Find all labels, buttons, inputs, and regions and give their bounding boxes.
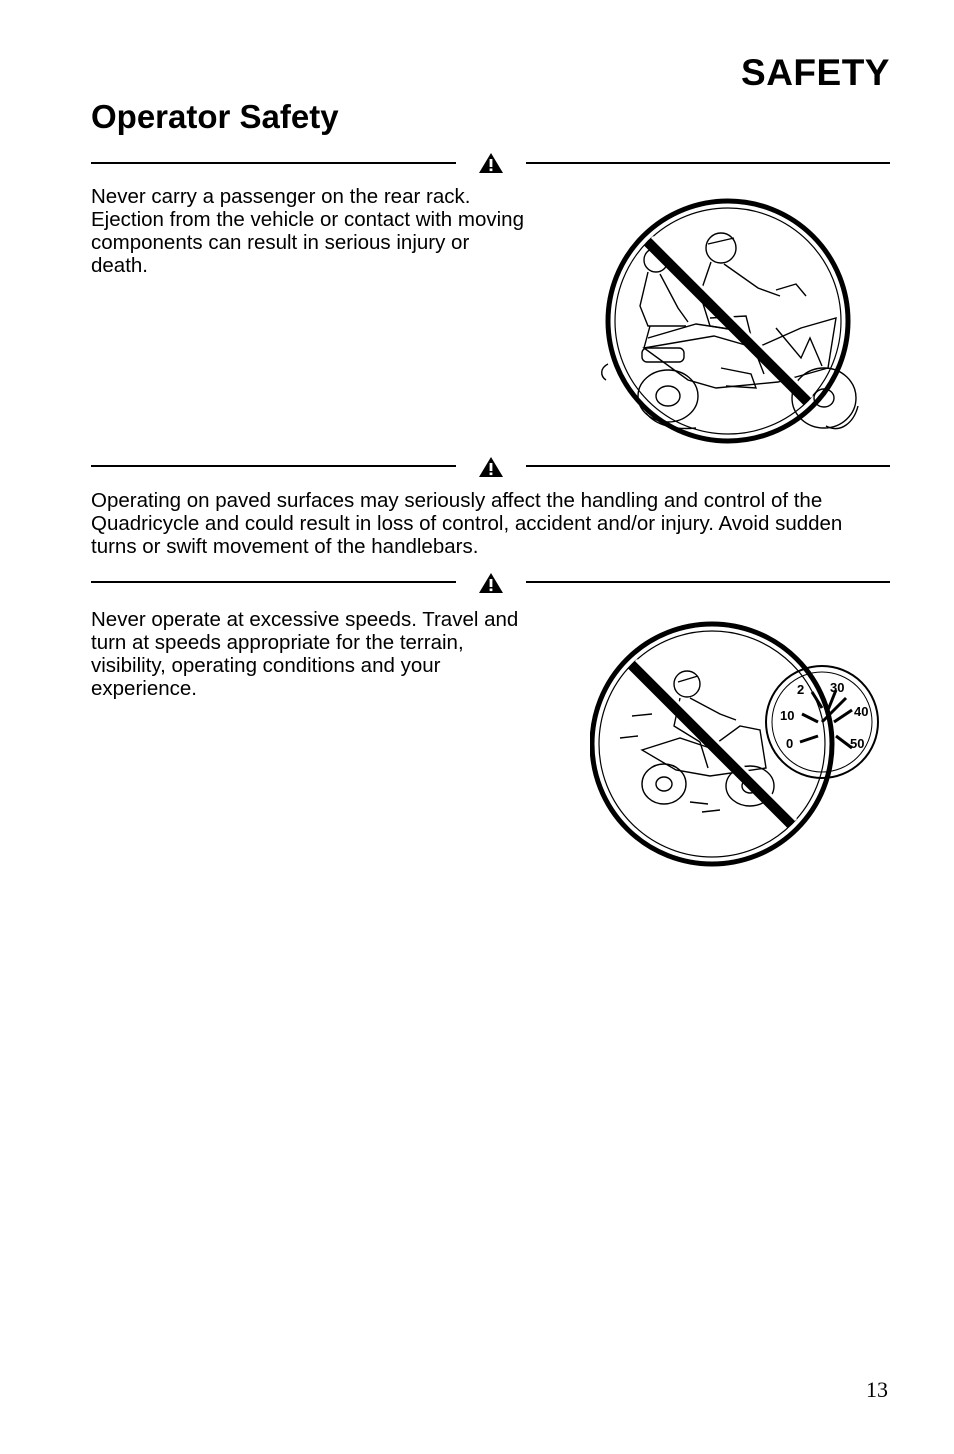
speed-label-0: 0 bbox=[786, 736, 794, 751]
warning-text-excessive-speed: Never operate at excessive speeds. Travel and turn at speeds appropriate for the terrain, visibility, operating conditions and your experience. bbox=[91, 608, 519, 700]
speedometer-gauge bbox=[766, 666, 878, 778]
speed-label-50: 50 bbox=[850, 736, 865, 751]
speed-label-40: 40 bbox=[854, 704, 869, 719]
warning-text-passenger: Never carry a passenger on the rear rack. Ejection from the vehicle or contact with moving components can result in serious injury or death. bbox=[91, 185, 524, 277]
warning-text-paved-surfaces: Operating on paved surfaces may seriously affect the handling and control of the Quadricycle and could result in loss of control, accident and/or injury. Avoid sudden turns or swift movement of the handlebars. bbox=[91, 489, 843, 558]
warning-icon bbox=[478, 152, 504, 174]
divider-left bbox=[91, 581, 456, 583]
section-title: Operator Safety bbox=[91, 98, 339, 135]
warning-icon bbox=[478, 456, 504, 478]
speed-label-10: 10 bbox=[780, 708, 795, 723]
speed-label-30: 30 bbox=[830, 680, 845, 695]
divider-right bbox=[526, 465, 890, 467]
chapter-title: SAFETY bbox=[741, 52, 890, 93]
speed-label-20: 2 bbox=[797, 682, 805, 697]
no-passenger-illustration bbox=[596, 198, 866, 444]
divider-right bbox=[526, 162, 890, 164]
page-number: 13 bbox=[866, 1377, 888, 1402]
warning-icon bbox=[478, 572, 504, 594]
divider-left bbox=[91, 465, 456, 467]
no-speeding-illustration bbox=[590, 618, 890, 870]
divider-left bbox=[91, 162, 456, 164]
divider-right bbox=[526, 581, 890, 583]
